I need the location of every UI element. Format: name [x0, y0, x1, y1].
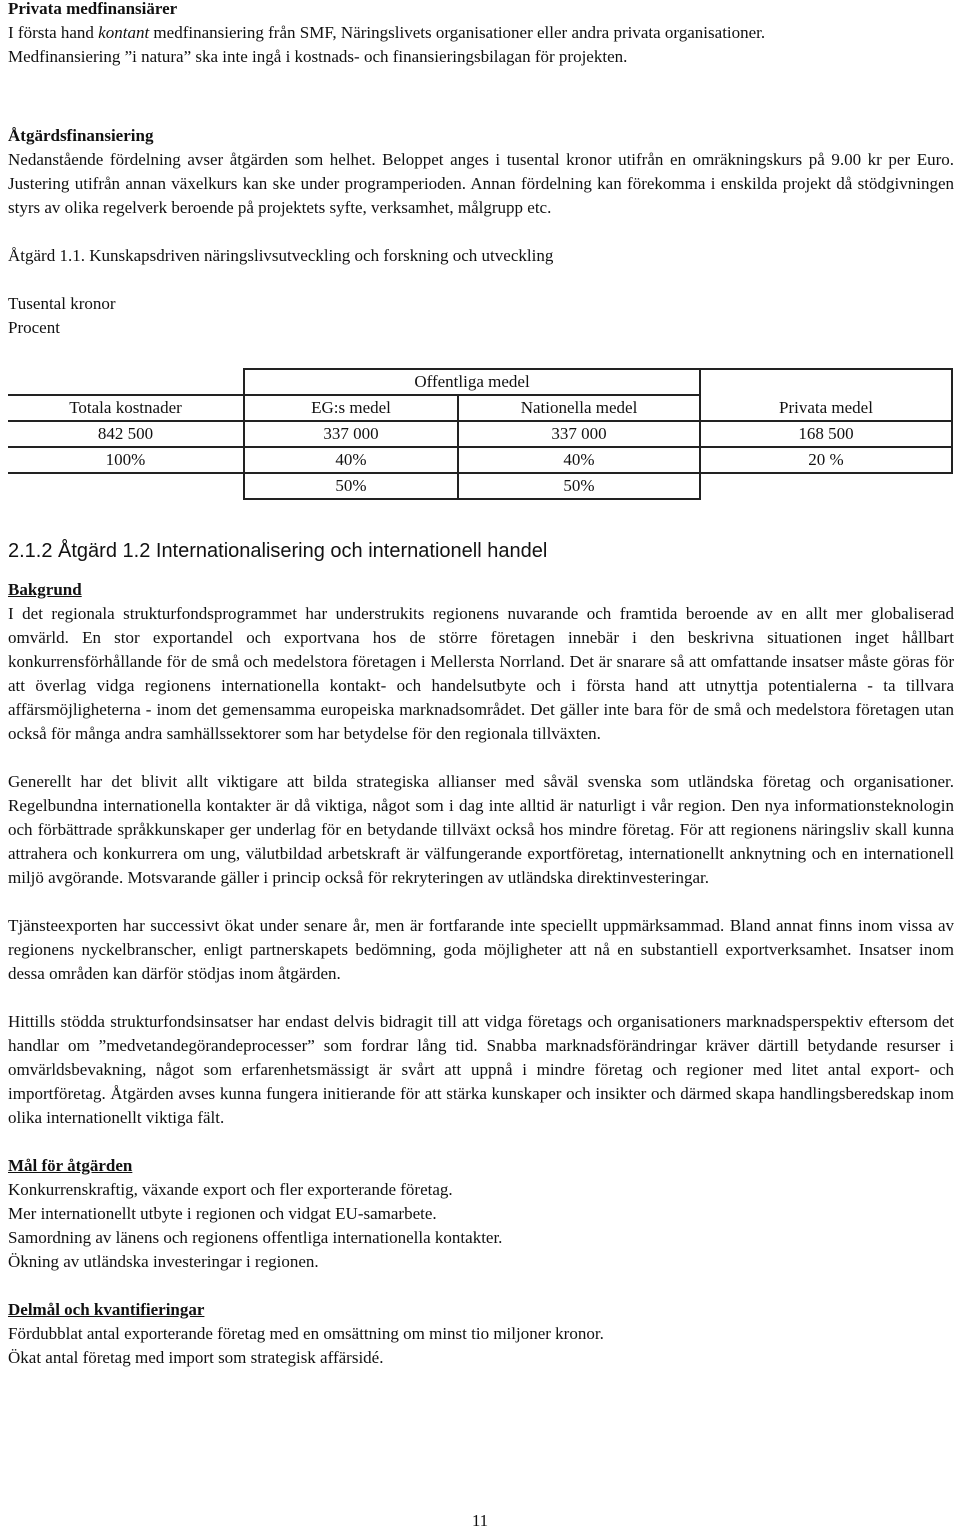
measure-financing-paragraph: Nedanstående fördelning avser åtgärden som helhet. Beloppet anges i tusental kronor utifrån en omräkningskurs på 9.00 kr per Euro. Justering utifrån annan växelkurs kan ske under programperioden. Annan fördelning kan förekomma i enskilda projekt då stödgivningen styrs av olika regelverk beroende på projektets syfte, verksamhet, målgrupp etc.: [8, 150, 954, 217]
goal-item: Ökning av utländska investeringar i regionen.: [8, 1252, 319, 1271]
table-cell: 40%: [244, 447, 458, 473]
private-cofinancing-line1: [8, 21, 954, 45]
goals-heading: Mål för åtgärden: [8, 1156, 133, 1175]
private-cofinancing-line2: Medfinansiering ”i natura” ska inte ingå i kostnads- och finansieringsbilagan för projekten.: [8, 47, 628, 66]
table-cell: 842 500: [8, 421, 244, 447]
header-eu-funds: EG:s medel: [244, 395, 458, 421]
table-cell: 50%: [244, 473, 458, 499]
subgoal-item: Ökat antal företag med import som strategisk affärsidé.: [8, 1348, 384, 1367]
table-row: [8, 395, 952, 421]
measure-financing-section: [8, 124, 954, 340]
line1-emphasis: kontant: [98, 23, 150, 42]
background-paragraph-1: I det regionala strukturfondsprogrammet har understrukits regionens nuvarande och framtida beroende av en allt mer globaliserad omvärld. En stor exportandel och exportvana hos de större företagen innebär i den beskrivna situationen inget hållbart konkurrensförhållande för de små och medelstora företagen i Mellersta Norrland. Det är snarare så att omfattande insatser måste göras för att överlag vidga regionens internationella kontakt- och handelsutbyte och i första hand att utnyttja potentialerna - ta tillvara affärsmöjligheterna - inom det gemensamma europeiska marknadsområdet. Det gäller inte bara för de små och medelstora företagen utan också för många andra samhällssektorer som har betydelse för den regionala tillväxten.: [8, 604, 954, 743]
table-cell: 337 000: [244, 421, 458, 447]
table-cell: 40%: [458, 447, 700, 473]
line1-text-b: medfinansiering från SMF, Näringslivets organisationer eller andra privata organisationer.: [149, 23, 766, 42]
goal-item: Samordning av länens och regionens offentliga internationella kontakter.: [8, 1228, 503, 1247]
section-2-1-2: [8, 538, 954, 564]
header-national-funds: Nationella medel: [458, 395, 700, 421]
header-private-funds: Privata medel: [700, 395, 952, 421]
background-paragraph-4: Hittills stödda strukturfondsinsatser har endast delvis bidragit till att vidga företags och organisationers marknadsperspektiv eftersom det handlar om ”medvetandegörandeprocesser” som fordrar lång tid. Snabba marknadsförändringar kräver därtill betydande resurser i omvärldsbevakning, något som erfarenhetsmässigt är svårt att uppnå i mindre företag och regioner med litet antal export- och importföretag. Åtgärden avses kunna fungera initierande för att stärka kunskaper och insikter och därmed skapa handlingsberedskap inom olika internationellt viktiga fält.: [8, 1012, 954, 1127]
header-total-costs: Totala kostnader: [8, 395, 244, 421]
table-cell: 20 %: [700, 447, 952, 473]
background-heading: Bakgrund: [8, 580, 82, 599]
unit-percent: Procent: [8, 318, 60, 337]
table-cell: 337 000: [458, 421, 700, 447]
subgoal-item: Fördubblat antal exporterande företag med en omsättning om minst tio miljoner kronor.: [8, 1324, 604, 1343]
goal-item: Konkurrenskraftig, växande export och fler exporterande företag.: [8, 1180, 453, 1199]
public-funds-header: Offentliga medel: [244, 369, 700, 395]
table-row: [8, 421, 952, 447]
goal-item: Mer internationellt utbyte i regionen och vidgat EU-samarbete.: [8, 1204, 437, 1223]
table-row: [8, 447, 952, 473]
section-heading: 2.1.2 Åtgärd 1.2 Internationalisering och internationell handel: [8, 540, 548, 562]
table-cell: 168 500: [700, 421, 952, 447]
measure-title: Åtgärd 1.1. Kunskapsdriven näringslivsutveckling och forskning och utveckling: [8, 246, 554, 265]
section-body: [8, 578, 954, 1370]
table-row: [8, 473, 952, 499]
subgoals-heading: Delmål och kvantifieringar: [8, 1300, 205, 1319]
private-cofinancing-heading: Privata medfinansiärer: [8, 0, 178, 18]
background-paragraph-2: Generellt har det blivit allt viktigare att bilda strategiska allianser med såväl svenska som utländska företag och organisationer. Regelbundna internationella kontakter är då viktiga, något som i dag inte alltid är naturligt i vår region. Den nya informationsteknologin och förbättrade språkkunskaper ger underlag för en betydande tillväxt också hos mindre företag. För att regionens näringsliv skall kunna attrahera och konkurrera om ung, välutbildad arbetskraft är välfungerande exportföretag, internationellt anknytning och en internationell miljö avgörande. Motsvarande gäller i princip också för rekryteringen av utländska direktinvesteringar.: [8, 772, 954, 887]
financing-table: [8, 368, 953, 500]
page-number: 11: [471, 1511, 489, 1530]
table-row: [8, 369, 952, 395]
line1-text-a: I första hand: [8, 23, 99, 42]
table-cell: 100%: [8, 447, 244, 473]
private-cofinancing-section: [8, 0, 954, 69]
table-cell: 50%: [458, 473, 700, 499]
background-paragraph-3: Tjänsteexporten har successivt ökat under senare år, men är fortfarande inte speciellt uppmärksammad. Bland annat finns inom vissa av regionens nyckelbranscher, enligt partnerskapets bedömning, goda möjligheter att nå en substantiell exportverksamhet. Insatser inom dessa områden kan därför stödjas inom åtgärden.: [8, 916, 954, 983]
unit-thousands: Tusental kronor: [8, 294, 116, 313]
measure-financing-heading: Åtgärdsfinansiering: [8, 126, 154, 145]
